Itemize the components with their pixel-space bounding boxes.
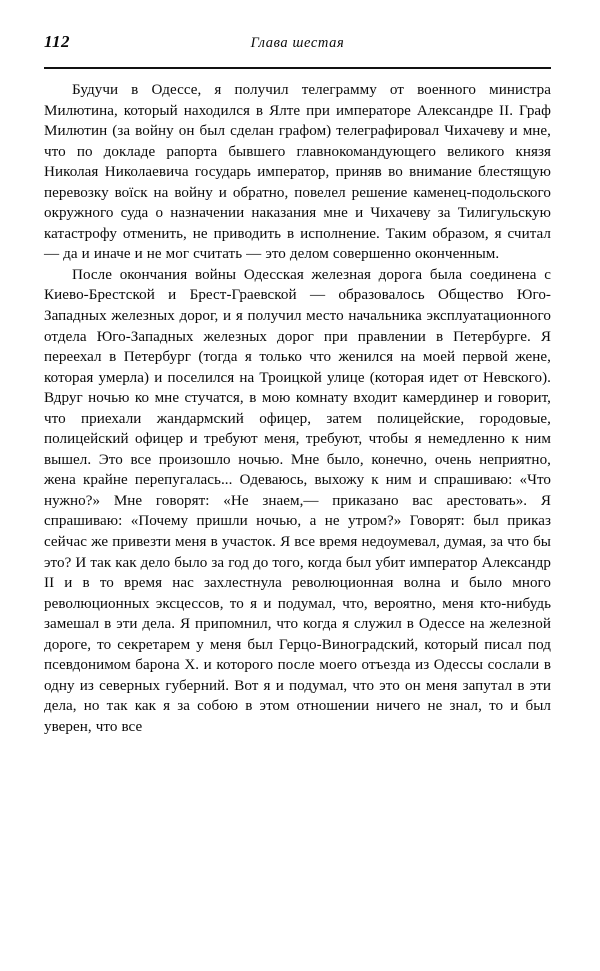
header-divider-rule <box>44 67 551 69</box>
page-header <box>44 32 551 62</box>
paragraph: Будучи в Одессе, я получил телеграмму от военного министра Милютина, который находился в Ялте при императоре Александре II. Граф Милютин (за войну он был сделан графом) телеграфировал Чихачеву и мне, что по докладе рапорта бывшего главнокомандующего великого князя Николая Николаевича государь император, приняв во внимание блестящую перевозку воïск на войну и обратно, повелел решение каменец-подольского окружного суда о назначении наказания мне и Чихачеву за Тилигульскую катастрофу отменить, не приводить в исполнение. Таким образом, я считал — да и иначе и не мог считать — это делом совершенно оконченным. <box>44 82 551 263</box>
paragraph: После окончания войны Одесская железная дорога была соединена с Киево-Брестской и Брест-Граевской — образовалось Общество Юго-Западных железных дорог, и я получил место начальника эксплуатационного отдела Юго-Западных железных дорог при правлении в Петербурге. Я переехал в Петербург (тогда я только что женился на моей первой жене, которая умерла) и поселился на Троицкой улице (которая идет от Невского). Вдруг ночью ко мне стучатся, в мою комнату входит камердинер и говорит, что приехали жандармский офицер, затем полицейские, городовые, полицейский офицер и требуют меня, требуют, чтобы я немедленно к ним вышел. Это все произошло ночью. Мне было, конечно, очень неприятно, жена крайне перепугалась... Одеваюсь, выхожу к ним и спрашиваю: «Что нужно?» Мне говорят: «Не знаем,— приказано вас арестовать». Я спрашиваю: «Почему пришли ночью, а не утром?» Говорят: был приказ сейчас же привезти меня в участок. Я все время недоумевал, думая, за что бы это? И так как дело было за год до того, когда был убит император Александр II и в то время нас захлестнула революционная волна и было много революционных эксцессов, то я и подумал, что, вероятно, меня кто-нибудь замешал в эти дела. Я припомнил, что когда я служил в Одессе на железной дороге, то секретарем у меня был Герцо-Виноградский, который писал под псевдонимом барона X. и которого после моего отъезда из Одессы сослали в одну из северных губерний. Вот я и подумал, что это он меня запутал в эти дела, но так как я за собою в этом отношении ничего не знал, то и был уверен, что все <box>44 266 551 735</box>
page-number: 112 <box>44 32 71 51</box>
running-head-title: Глава шестая <box>250 35 345 51</box>
body-text-block <box>44 80 551 738</box>
